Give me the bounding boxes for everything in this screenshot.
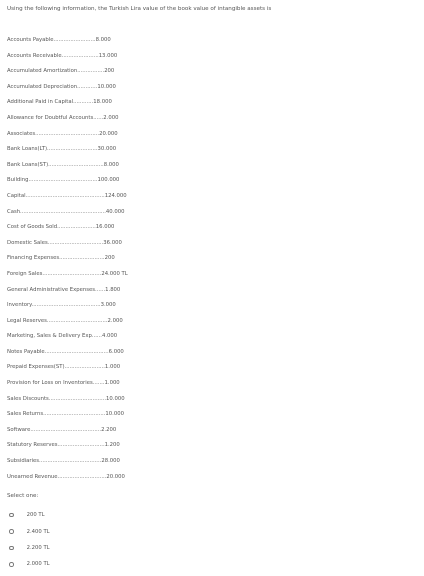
list-item: Software..........................................2.200: [7, 426, 117, 433]
list-item: Accounts Payable.........................8.000: [7, 37, 111, 43]
list-item: Sales Returns.....................................10.000: [7, 411, 124, 418]
list-item: Inventory.........................................3.000: [7, 302, 116, 309]
list-item: Accounts Receivable......................13.000: [7, 52, 118, 59]
answer-option-label[interactable]: 2.200 TL: [26, 544, 50, 551]
list-item: Capital...............................................124.000: [7, 192, 127, 199]
list-item: Sales Discounts..................................10.000: [7, 395, 125, 402]
list-item: Associates......................................20.000: [7, 130, 118, 137]
list-item: Marketing, Sales & Delivery Exp......4.000: [7, 333, 118, 340]
radio-button[interactable]: [9, 562, 14, 567]
list-item: Foreign Sales...................................24.000 TL: [7, 270, 128, 277]
question-text: Using the following information, the Turkish Lira value of the book value of intangible assets is: [7, 6, 272, 12]
list-item: Accumulated Amortization................200: [7, 68, 115, 75]
list-item: Additional Paid in Capital............18.000: [7, 99, 112, 106]
list-item: Cost of Goods Sold.......................16.000: [7, 224, 115, 231]
answer-option-a[interactable]: [9, 507, 50, 523]
list-item: Allowance for Doubtful Accounts......2.000: [7, 114, 119, 121]
list-item: Accumulated Depreciation............10.000: [7, 83, 116, 90]
list-item: Domestic Sales.................................36.000: [7, 239, 122, 246]
account-list: [7, 36, 128, 488]
list-item: Bank Loans(LT)..............................30.000: [7, 146, 117, 153]
answer-options: [9, 507, 50, 573]
list-item: Bank Loans(ST).................................8.000: [7, 161, 119, 168]
list-item: Subsidiaries.....................................28.000: [7, 458, 120, 465]
answer-option-label[interactable]: 200 TL: [26, 512, 45, 519]
answer-option-label[interactable]: 2.400 TL: [26, 528, 50, 535]
list-item: Legal Reserves....................................2.000: [7, 317, 123, 324]
answer-option-c[interactable]: [9, 540, 50, 556]
list-item: Building.........................................100.000: [7, 177, 120, 184]
list-item: Cash...................................................40.000: [7, 208, 125, 215]
list-item: Financing Expenses...........................200: [7, 255, 115, 262]
radio-button[interactable]: [9, 529, 14, 534]
list-item: Unearned Revenue.............................20.000: [7, 473, 125, 480]
answer-option-d[interactable]: [9, 556, 50, 572]
answer-option-b[interactable]: [9, 523, 50, 539]
list-item: Statutory Reserves............................1.200: [7, 442, 120, 449]
answer-option-label[interactable]: 2.000 TL: [26, 561, 50, 568]
radio-button[interactable]: [9, 513, 14, 518]
list-item: Prepaid Expenses(ST)........................1.000: [7, 364, 121, 371]
list-item: General Administrative Expenses......1.800: [7, 286, 121, 293]
select-one-label: Select one:: [7, 493, 39, 499]
list-item: Notes Payable......................................6.000: [7, 348, 124, 355]
list-item: Provision for Loss on Inventories.......1.000: [7, 380, 120, 387]
radio-button[interactable]: [9, 546, 14, 551]
